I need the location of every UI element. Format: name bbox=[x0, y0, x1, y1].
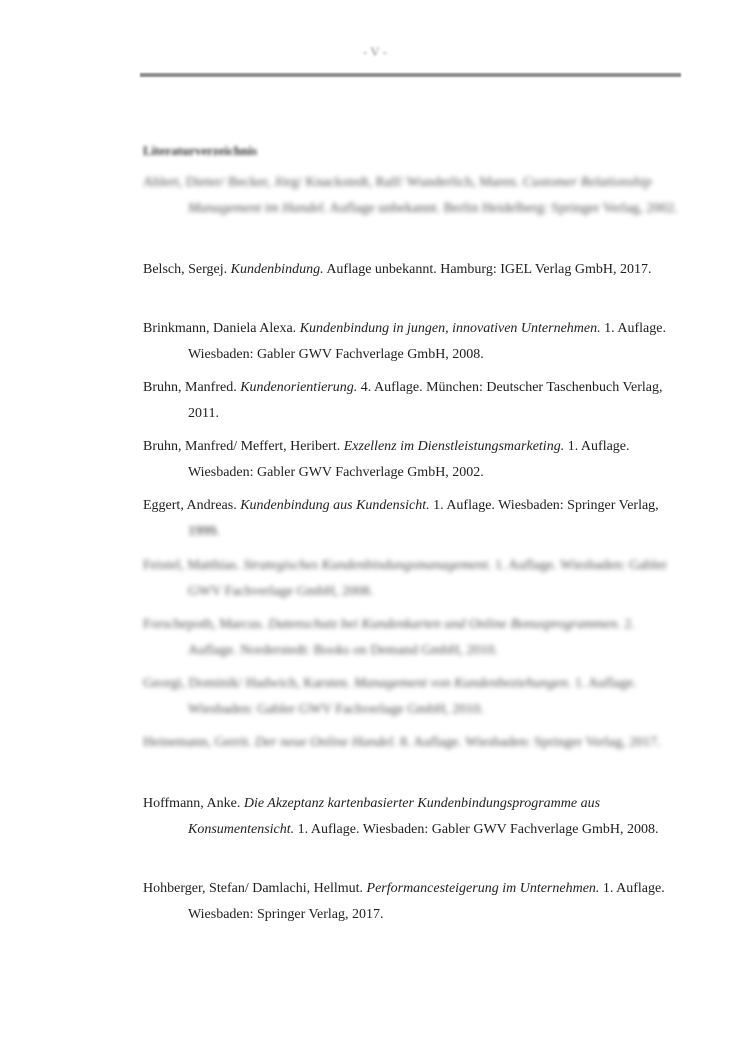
entry-authors: Belsch, Sergej. bbox=[143, 262, 228, 277]
bibliography-entry bbox=[143, 375, 678, 427]
bibliography-heading: Literaturverzeichnis bbox=[143, 143, 258, 158]
entry-details: 1. Auflage. Wiesbaden: Gabler GWV Fachverlage GmbH, 2002. bbox=[188, 439, 630, 480]
bibliography-entry-wrapper bbox=[143, 493, 678, 545]
entry-title: Kundenorientierung. bbox=[240, 380, 358, 395]
bibliography-entry bbox=[143, 876, 678, 928]
entry-authors: Eggert, Andreas. bbox=[143, 498, 237, 513]
entry-title: Exzellenz im Dienstleistungsmarketing. bbox=[343, 439, 565, 454]
entry-authors: Heinemann, Gerrit. bbox=[143, 735, 252, 750]
page-number: - V - bbox=[362, 44, 388, 59]
entry-details: 1. Auflage. Wiesbaden: Gabler GWV Fachverlage GmbH, 2008. bbox=[297, 822, 659, 837]
blur-mask bbox=[143, 521, 678, 547]
entry-details: 1. Auflage. Wiesbaden: Gabler GWV Fachverlage GmbH, 2008. bbox=[188, 321, 666, 362]
entry-title: Die Akzeptanz kartenbasierter Kundenbindungsprogramme aus Konsumentensicht. bbox=[188, 796, 601, 837]
entry-title: Der neue Online Handel. bbox=[254, 735, 397, 750]
entry-authors: Georgi, Dominik/ Hadwich, Karsten. bbox=[143, 676, 351, 691]
bibliography-entry bbox=[143, 730, 678, 756]
bibliography-entry bbox=[143, 434, 678, 486]
entry-details: 1. Auflage. Wiesbaden: Gabler GWV Fachverlage GmbH, 2010. bbox=[188, 676, 637, 717]
bibliography-entry bbox=[143, 612, 678, 664]
entry-details: 8. Auflage. Wiesbaden: Springer Verlag, 2017. bbox=[400, 735, 661, 750]
header-rule bbox=[140, 73, 681, 77]
entry-authors: Hoffmann, Anke. bbox=[143, 796, 241, 811]
entry-authors: Hohberger, Stefan/ Damlachi, Hellmut. bbox=[143, 881, 364, 896]
bibliography-entry bbox=[143, 553, 678, 605]
bibliography-entry bbox=[143, 316, 678, 368]
entry-authors: Feistel, Matthias. bbox=[143, 558, 240, 573]
entry-details: 1. Auflage. Wiesbaden: Springer Verlag, 1999. bbox=[188, 498, 659, 539]
bibliography-entry bbox=[143, 671, 678, 723]
entry-authors: Brinkmann, Daniela Alexa. bbox=[143, 321, 297, 336]
bibliography-entry bbox=[143, 170, 678, 222]
bibliography-entry bbox=[143, 791, 678, 843]
entry-title: Datenschutz bei Kundenkarten und Online Bonusprogrammen. bbox=[268, 617, 621, 632]
entry-title: Kundenbindung. bbox=[230, 262, 324, 277]
entry-title: Strategisches Kundenbindungsmanagement. bbox=[243, 558, 492, 573]
entry-details: 2. Auflage. Norderstedt: Books on Demand GmbH, 2010. bbox=[188, 617, 635, 658]
entry-details: Auflage unbekannt. Berlin Heidelberg: Springer Verlag, 2002. bbox=[329, 201, 678, 216]
entry-details: 1. Auflage. Wiesbaden: Springer Verlag, 2017. bbox=[188, 881, 665, 922]
entry-details: 4. Auflage. München: Deutscher Taschenbuch Verlag, 2011. bbox=[188, 380, 663, 421]
entry-authors: Ahlert, Dieter/ Becker, Jörg/ Knackstedt, Ralf/ Wunderlich, Maren. bbox=[143, 175, 520, 190]
bibliography-entry bbox=[143, 257, 678, 283]
entry-authors: Forschepoth, Marcus. bbox=[143, 617, 265, 632]
entry-title: Performancesteigerung im Unternehmen. bbox=[366, 881, 600, 896]
entry-title: Kundenbindung aus Kundensicht. bbox=[240, 498, 430, 513]
entry-authors: Bruhn, Manfred/ Meffert, Heribert. bbox=[143, 439, 341, 454]
entry-title: Management von Kundenbeziehungen. bbox=[353, 676, 572, 691]
entry-title: Customer Relationship Management im Handel. bbox=[188, 175, 652, 216]
entry-authors: Bruhn, Manfred. bbox=[143, 380, 237, 395]
entry-title: Kundenbindung in jungen, innovativen Unternehmen. bbox=[299, 321, 601, 336]
entry-details: 1. Auflage. Wiesbaden: Gabler GWV Fachverlage GmbH, 2008. bbox=[188, 558, 668, 599]
entry-details: Auflage unbekannt. Hamburg: IGEL Verlag GmbH, 2017. bbox=[326, 262, 652, 277]
